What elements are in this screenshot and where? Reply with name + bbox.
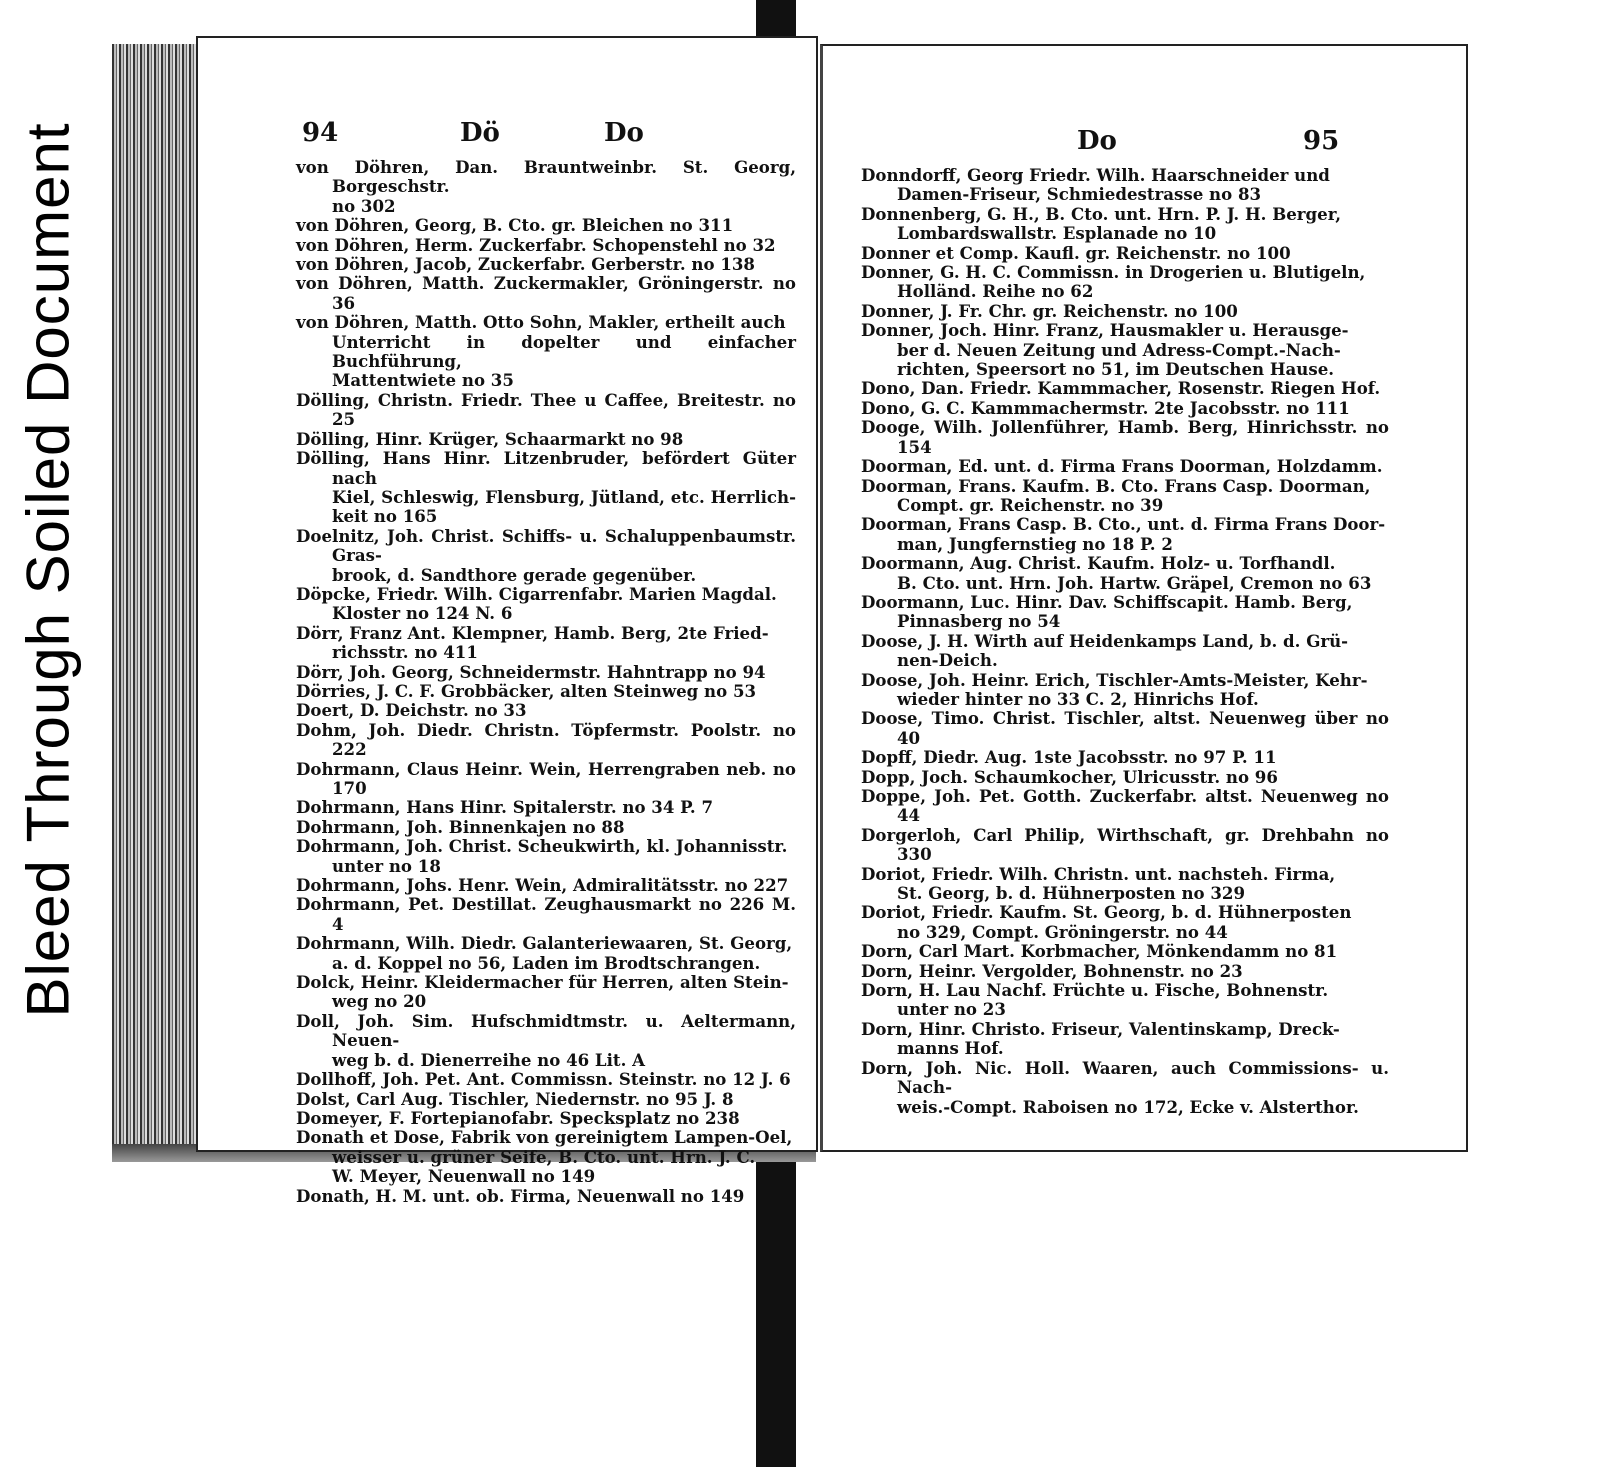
directory-entry: Döpcke, Friedr. Wilh. Cigarrenfabr. Marien Magdal. Kloster no 124 N. 6 <box>296 583 777 624</box>
directory-entry: von Döhren, Matth. Zuckermakler, Gröningerstr. no 36 <box>296 273 796 313</box>
directory-entry: Donner et Comp. Kaufl. gr. Reichenstr. no 100 <box>861 242 1291 263</box>
directory-entry: Dollhoff, Joh. Pet. Ant. Commissn. Steinstr. no 12 J. 6 <box>296 1069 791 1090</box>
directory-entry: Dopp, Joch. Schaumkocher, Ulricusstr. no 96 <box>861 766 1278 787</box>
directory-entry: Dorn, Hinr. Christo. Friseur, Valentinskamp, Dreck- manns Hof. <box>861 1018 1340 1059</box>
directory-entry: Dohrmann, Hans Hinr. Spitalerstr. no 34 P. 7 <box>296 797 713 818</box>
directory-entry: Doppe, Joh. Pet. Gotth. Zuckerfabr. altst. Neuenweg no 44 <box>861 786 1389 826</box>
directory-entry: Doormann, Luc. Hinr. Dav. Schiffscapit. Hamb. Berg, Pinnasberg no 54 <box>861 591 1353 632</box>
directory-entry: von Döhren, Matth. Otto Sohn, Makler, ertheilt auch Unterricht in dopelter und einfacher Buchführung, Mattentwiete no 35 <box>296 312 796 391</box>
directory-entry: Dölling, Hinr. Krüger, Schaarmarkt no 98 <box>296 428 684 449</box>
left-header-right: Do <box>604 118 644 148</box>
directory-entry: Dohrmann, Johs. Henr. Wein, Admiralitätsstr. no 227 <box>296 875 789 896</box>
directory-entry: Doose, Joh. Heinr. Erich, Tischler-Amts-Meister, Kehr- wieder hinter no 33 C. 2, Hinrichs Hof. <box>861 669 1368 709</box>
directory-entry: Dohrmann, Pet. Destillat. Zeughausmarkt no 226 M. 4 <box>296 894 796 934</box>
directory-entry: Dorn, Heinr. Vergolder, Bohnenstr. no 23 <box>861 960 1243 981</box>
directory-entry: Dohrmann, Joh. Christ. Scheukwirth, kl. Johannisstr. unter no 18 <box>296 836 788 876</box>
directory-entry: Doorman, Frans Casp. B. Cto., unt. d. Firma Frans Door- man, Jungfernstieg no 18 P. 2 <box>861 514 1386 554</box>
side-label <box>8 40 88 1100</box>
right-header-mid: Do <box>1077 126 1117 156</box>
directory-entry: Doelnitz, Joh. Christ. Schiffs- u. Schaluppenbaumstr. Gras- brook, d. Sandthore gerade gegenüber. <box>296 525 796 585</box>
directory-entry: Dorn, Joh. Nic. Holl. Waaren, auch Commissions- u. Nach- weis.-Compt. Raboisen no 172, Ecke v. Alsterthor. <box>861 1057 1389 1117</box>
right-page-number: 95 <box>1303 126 1340 156</box>
directory-entry: Donndorff, Georg Friedr. Wilh. Haarschneider und Damen-Friseur, Schmiedestrasse no 83 <box>861 165 1330 205</box>
directory-entry: Dolst, Carl Aug. Tischler, Niedernstr. no 95 J. 8 <box>296 1088 734 1109</box>
directory-entry: Dolck, Heinr. Kleidermacher für Herren, alten Stein- weg no 20 <box>296 972 789 1012</box>
left-header-mid: Dö <box>460 118 500 148</box>
directory-entry: Dono, G. C. Kammmachermstr. 2te Jacobsstr. no 111 <box>861 397 1350 418</box>
directory-entry: Dorn, H. Lau Nachf. Früchte u. Fische, Bohnenstr. unter no 23 <box>861 980 1329 1020</box>
directory-entry: Doriot, Friedr. Wilh. Christn. unt. nachsteh. Firma, St. Georg, b. d. Hühnerposten no 329 <box>861 863 1336 904</box>
directory-entry: Dorgerloh, Carl Philip, Wirthschaft, gr. Drehbahn no 330 <box>861 824 1389 865</box>
left-page-number: 94 <box>302 118 339 148</box>
open-book <box>112 36 1468 1206</box>
left-entries <box>296 158 796 1206</box>
directory-entry: von Döhren, Jacob, Zuckerfabr. Gerberstr. no 138 <box>296 254 755 275</box>
left-page <box>196 36 818 1206</box>
side-label-text: Bleed Through Soiled Document <box>14 122 82 1018</box>
directory-entry: Donner, Joch. Hinr. Franz, Hausmakler u. Herausge- ber d. Neuen Zeitung und Adress-Compt.-Nach- richten, Speersort no 51, im Deutschen Hause. <box>861 320 1349 380</box>
directory-entry: Dohrmann, Wilh. Diedr. Galanteriewaaren, St. Georg, a. d. Koppel no 56, Laden im Brodtschrangen. <box>296 933 793 973</box>
directory-entry: Dörries, J. C. F. Grobbäcker, alten Steinweg no 53 <box>296 680 757 701</box>
directory-entry: Doert, D. Deichstr. no 33 <box>296 700 527 721</box>
directory-entry: Donath, H. M. unt. ob. Firma, Neuenwall no 149 <box>296 1185 745 1206</box>
directory-entry: Doose, J. H. Wirth auf Heidenkamps Land, b. d. Grü- nen-Deich. <box>861 630 1349 671</box>
directory-entry: Dohrmann, Claus Heinr. Wein, Herrengraben neb. no 170 <box>296 758 796 798</box>
directory-entry: Doormann, Aug. Christ. Kaufm. Holz- u. Torfhandl. B. Cto. unt. Hrn. Joh. Hartw. Gräpel, Cremon no 63 <box>861 553 1372 593</box>
page-edges <box>112 44 200 1154</box>
directory-entry: Dörr, Joh. Georg, Schneidermstr. Hahntrapp no 94 <box>296 661 766 682</box>
directory-entry: Dono, Dan. Friedr. Kammmacher, Rosenstr. Riegen Hof. <box>861 378 1381 399</box>
directory-entry: von Döhren, Georg, B. Cto. gr. Bleichen no 311 <box>296 215 734 236</box>
directory-entry: Dohrmann, Joh. Binnenkajen no 88 <box>296 816 625 837</box>
directory-entry: Dölling, Hans Hinr. Litzenbruder, befördert Güter nach Kiel, Schleswig, Flensburg, Jütland, etc. Herrlich- keit no 165 <box>296 448 796 527</box>
directory-entry: Dörr, Franz Ant. Klempner, Hamb. Berg, 2te Fried- richsstr. no 411 <box>296 622 769 663</box>
directory-entry: Donnenberg, G. H., B. Cto. unt. Hrn. P. J. H. Berger, Lombardswallstr. Esplanade no 10 <box>861 203 1342 244</box>
directory-entry: Donner, G. H. C. Commissn. in Drogerien u. Blutigeln, Holländ. Reihe no 62 <box>861 262 1366 302</box>
directory-entry: von Döhren, Herm. Zuckerfabr. Schopenstehl no 32 <box>296 234 776 255</box>
directory-entry: Doorman, Ed. unt. d. Firma Frans Doorman, Holzdamm. <box>861 456 1383 477</box>
directory-entry: Dohm, Joh. Diedr. Christn. Töpfermstr. Poolstr. no 222 <box>296 719 796 760</box>
directory-entry: Doriot, Friedr. Kaufm. St. Georg, b. d. Hühnerposten no 329, Compt. Gröningerstr. no 44 <box>861 902 1352 942</box>
directory-entry: Doll, Joh. Sim. Hufschmidtmstr. u. Aeltermann, Neuen- weg b. d. Dienerreihe no 46 Lit. A <box>296 1010 796 1070</box>
directory-entry: Dopff, Diedr. Aug. 1ste Jacobsstr. no 97 P. 11 <box>861 747 1277 768</box>
directory-entry: Dorn, Carl Mart. Korbmacher, Mönkendamm no 81 <box>861 941 1338 962</box>
directory-entry: Dooge, Wilh. Jollenführer, Hamb. Berg, Hinrichsstr. no 154 <box>861 417 1389 457</box>
directory-entry: Doorman, Frans. Kaufm. B. Cto. Frans Casp. Doorman, Compt. gr. Reichenstr. no 39 <box>861 475 1371 515</box>
right-entries <box>861 166 1389 1117</box>
directory-entry: Donath et Dose, Fabrik von gereinigtem Lampen-Oel, weisser u. grüner Seife, B. Cto. unt. Hrn. J. C. W. Meyer, Neuenwall no 149 <box>296 1127 793 1187</box>
directory-entry: Doose, Timo. Christ. Tischler, altst. Neuenweg über no 40 <box>861 708 1389 748</box>
directory-entry: Domeyer, F. Fortepianofabr. Specksplatz no 238 <box>296 1107 740 1128</box>
directory-entry: von Döhren, Dan. Brauntweinbr. St. Georg, Borgeschstr. no 302 <box>296 157 796 216</box>
directory-entry: Donner, J. Fr. Chr. gr. Reichenstr. no 100 <box>861 300 1238 321</box>
right-page <box>820 44 1468 1152</box>
directory-entry: Dölling, Christn. Friedr. Thee u Caffee, Breitestr. no 25 <box>296 389 796 430</box>
